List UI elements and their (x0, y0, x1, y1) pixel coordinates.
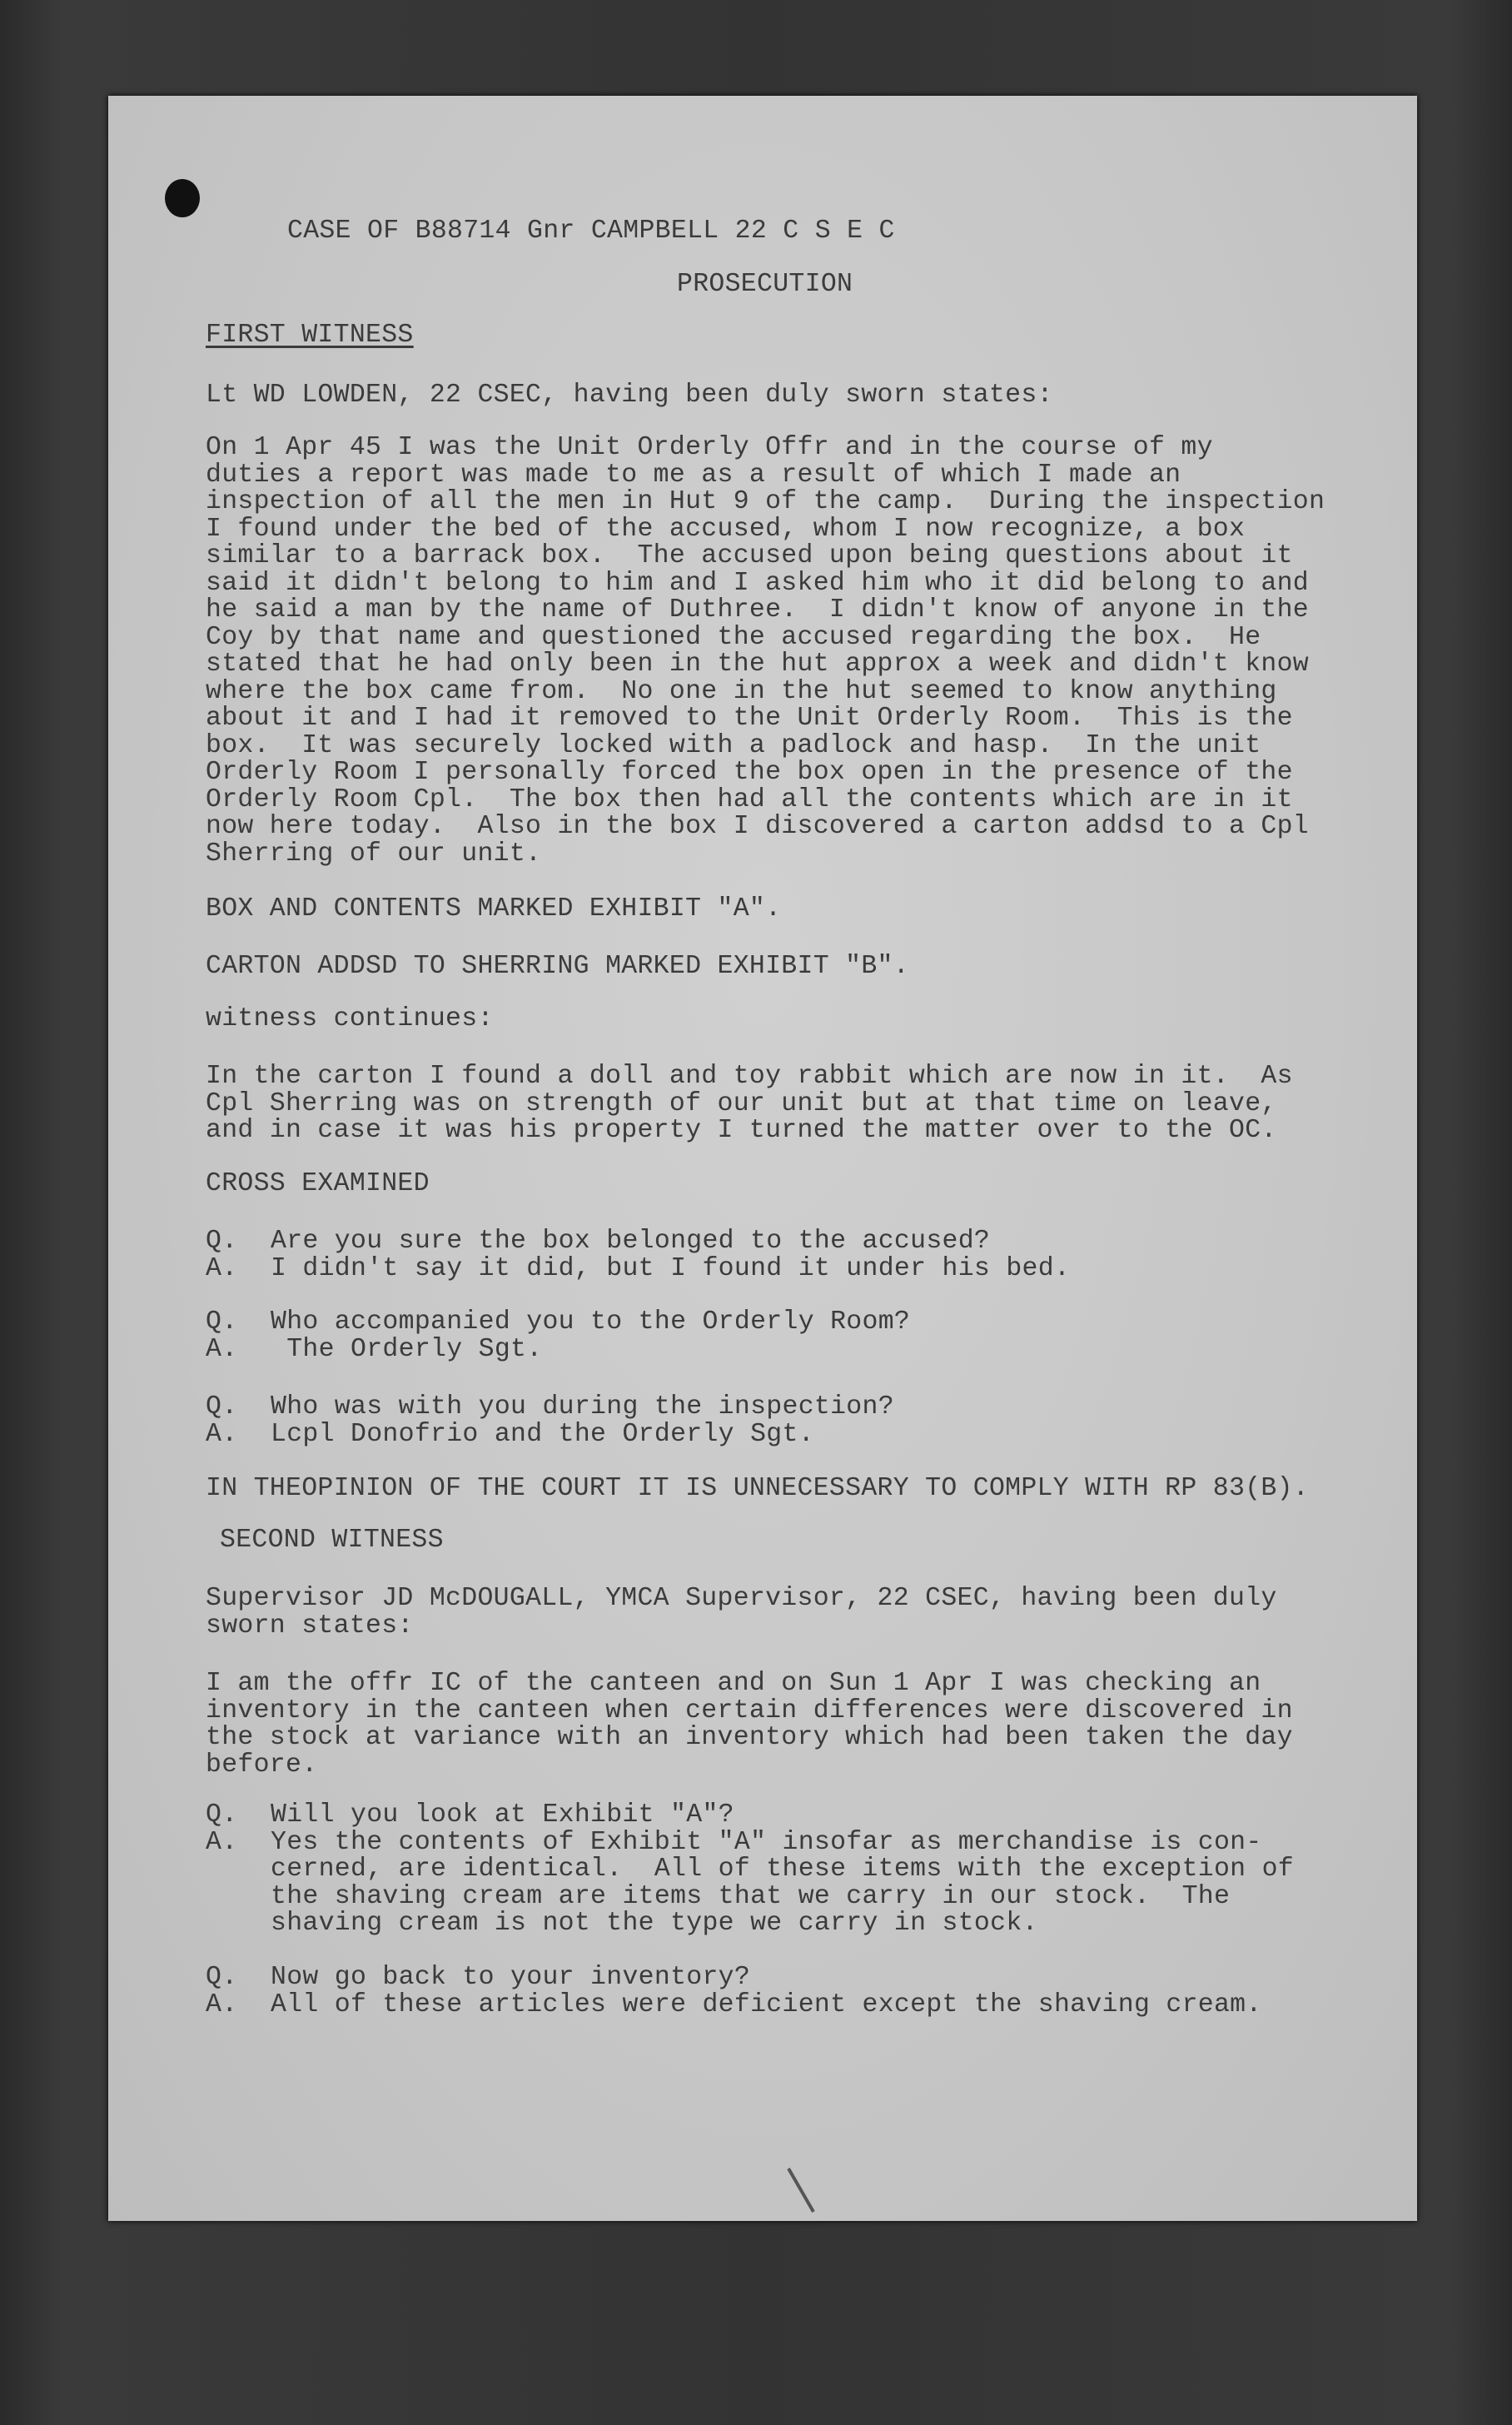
punch-hole (165, 179, 200, 217)
qa-pair (206, 1228, 1070, 1282)
question-text: Who accompanied you to the Orderly Room? (271, 1307, 911, 1337)
case-title: CASE OF B88714 Gnr CAMPBELL 22 C S E C (287, 217, 895, 246)
answer-label: A. (206, 1253, 238, 1283)
question-text: Will you look at Exhibit "A"? (271, 1800, 734, 1830)
question-text: Who was with you during the inspection? (271, 1392, 894, 1422)
answer-indent (206, 1884, 271, 1911)
statement-line: inspection of all the men in Hut 9 of the camp. During the inspection (206, 487, 1325, 516)
answer-text: the shaving cream are items that we carry in our stock. The (271, 1881, 1231, 1911)
witness-continues: witness continues: (206, 1004, 494, 1033)
intro-line: sworn states: (206, 1611, 414, 1641)
first-witness-intro: Lt WD LOWDEN, 22 CSEC, having been duly sworn states: (206, 381, 1053, 410)
answer-text: All of these articles were deficient except the shaving cream. (271, 1989, 1262, 2019)
answer-text: Lcpl Donofrio and the Orderly Sgt. (271, 1419, 814, 1449)
second-witness-statement (206, 1671, 1293, 1779)
statement-line: duties a report was made to me as a result of which I made an (206, 460, 1181, 490)
cross-examined-heading: CROSS EXAMINED (206, 1169, 430, 1198)
exhibit-b-note: CARTON ADDSD TO SHERRING MARKED EXHIBIT "B". (206, 952, 909, 981)
second-witness-intro (206, 1586, 1277, 1640)
statement-line: box. It was securely locked with a padlock and hasp. In the unit (206, 730, 1261, 760)
answer-label: A. (206, 1334, 238, 1364)
answer-text: cerned, are identical. All of these items with the exception of (271, 1855, 1294, 1884)
statement-line: Orderly Room Cpl. The box then had all the contents which are in it (206, 784, 1293, 814)
question-text: Now go back to your inventory? (271, 1963, 751, 1992)
statement-line: Sherring of our unit. (206, 839, 542, 869)
qa-pair (206, 1964, 1262, 2019)
answer-text: The Orderly Sgt. (271, 1334, 543, 1364)
answer-label: A. (206, 1419, 238, 1449)
question-label: Q. (206, 1800, 238, 1830)
question-label: Q. (206, 1392, 238, 1422)
answer-text: I didn't say it did, but I found it under his bed. (271, 1253, 1071, 1283)
question-label: Q. (206, 1307, 238, 1337)
qa-pair (206, 1394, 894, 1448)
statement-line: Cpl Sherring was on strength of our unit but at that time on leave, (206, 1088, 1277, 1118)
statement-line: similar to a barrack box. The accused upon being questions about it (206, 541, 1293, 570)
question-label: Q. (206, 1227, 238, 1256)
exhibit-a-note: BOX AND CONTENTS MARKED EXHIBIT "A". (206, 894, 782, 924)
statement-line: where the box came from. No one in the hut seemed to know anything (206, 676, 1277, 706)
statement-line: inventory in the canteen when certain differences were discovered in (206, 1696, 1293, 1725)
statement-line: and in case it was his property I turned the matter over to the OC. (206, 1116, 1277, 1145)
statement-line: I am the offr IC of the canteen and on Sun 1 Apr I was checking an (206, 1669, 1261, 1698)
statement-line: On 1 Apr 45 I was the Unit Orderly Offr and in the course of my (206, 433, 1213, 462)
statement-line: said it didn't belong to him and I asked him who it did belong to and (206, 568, 1310, 598)
continued-statement (206, 1063, 1293, 1145)
answer-label: A. (206, 1827, 238, 1857)
statement-line: Coy by that name and questioned the accused regarding the box. He (206, 622, 1261, 652)
second-witness-heading: SECOND WITNESS (220, 1526, 444, 1555)
statement-line: the stock at variance with an inventory which had been taken the day (206, 1723, 1293, 1752)
intro-line: Supervisor JD McDOUGALL, YMCA Supervisor, 22 CSEC, having been duly (206, 1584, 1277, 1613)
statement-line: about it and I had it removed to the Unit Orderly Room. This is the (206, 704, 1293, 733)
answer-indent (206, 1856, 271, 1884)
statement-line: In the carton I found a doll and toy rabbit which are now in it. As (206, 1062, 1293, 1091)
question-text: Are you sure the box belonged to the accused? (271, 1227, 991, 1256)
statement-line: stated that he had only been in the hut approx a week and didn't know (206, 650, 1310, 679)
answer-indent (206, 1910, 271, 1938)
section-heading: PROSECUTION (677, 270, 853, 299)
statement-line: now here today. Also in the box I discovered a carton addsd to a Cpl (206, 812, 1310, 841)
answer-text: shaving cream is not the type we carry in stock. (271, 1909, 1038, 1938)
qa-pair (206, 1309, 910, 1363)
first-witness-statement (206, 435, 1325, 868)
statement-line: Orderly Room I personally forced the box open in the presence of the (206, 758, 1293, 787)
court-opinion: IN THEOPINION OF THE COURT IT IS UNNECESSARY TO COMPLY WITH RP 83(B). (206, 1474, 1310, 1503)
question-label: Q. (206, 1963, 238, 1992)
qa-pair (206, 1802, 1294, 1938)
first-witness-heading: FIRST WITNESS (206, 321, 414, 350)
answer-label: A. (206, 1989, 238, 2019)
statement-line: he said a man by the name of Duthree. I didn't know of anyone in the (206, 595, 1310, 625)
statement-line: before. (206, 1750, 318, 1780)
statement-line: I found under the bed of the accused, whom I now recognize, a box (206, 514, 1246, 544)
answer-text: Yes the contents of Exhibit "A" insofar as merchandise is con- (271, 1827, 1262, 1857)
